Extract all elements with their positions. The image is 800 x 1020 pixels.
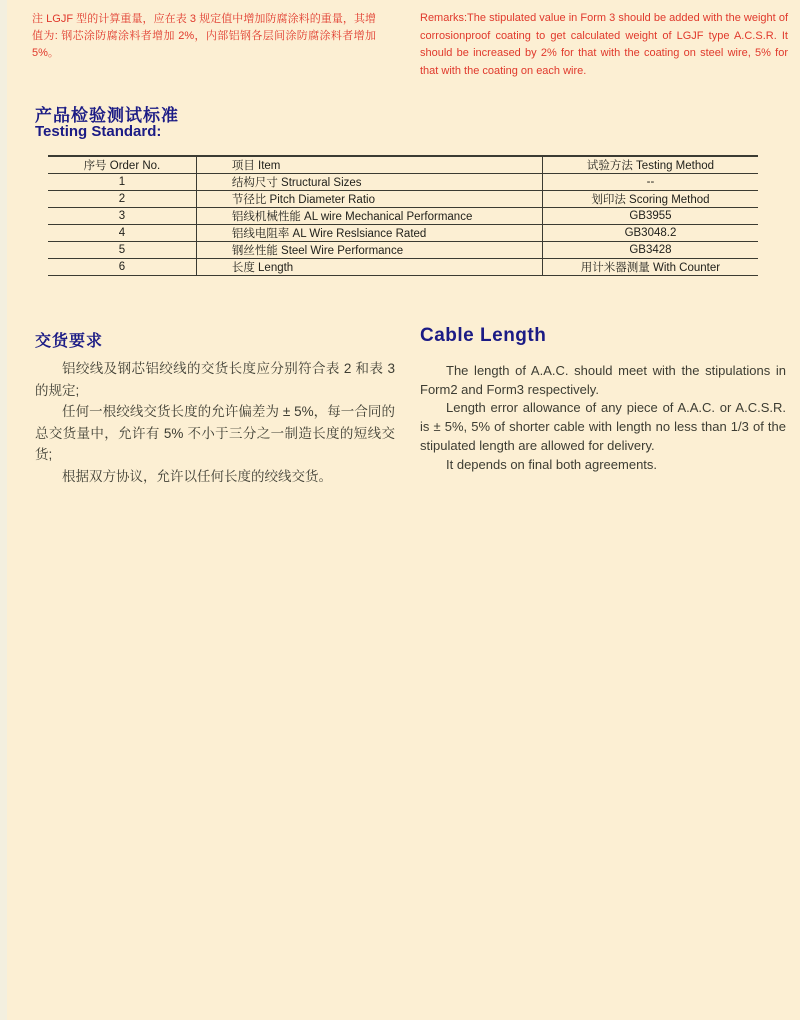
- cell-order: 5: [48, 242, 196, 259]
- cell-item: 长度 Length: [196, 259, 542, 276]
- cell-order: 4: [48, 225, 196, 242]
- cell-order: 6: [48, 259, 196, 276]
- table-row: [48, 259, 758, 276]
- cell-order: 3: [48, 208, 196, 225]
- cell-item: 节径比 Pitch Diameter Ratio: [196, 191, 542, 208]
- header-item: 项目 Item: [196, 156, 542, 174]
- table-row: [48, 225, 758, 242]
- cell-method: 划印法 Scoring Method: [542, 191, 758, 208]
- table-row: [48, 242, 758, 259]
- delivery-paragraph: 任何一根绞线交货长度的允许偏差为 ± 5%，每一合同的总交货量中，允许有 5% 不小于三分之一制造长度的短线交货;: [35, 404, 395, 462]
- delivery-requirements-body: [35, 358, 395, 487]
- table-row: [48, 174, 758, 191]
- cell-method: 用计米器测量 With Counter: [542, 259, 758, 276]
- cable-length-body: [420, 362, 786, 474]
- table-header-row: [48, 156, 758, 174]
- cell-method: GB3955: [542, 208, 758, 225]
- testing-standard-title-en: Testing Standard:: [35, 123, 162, 140]
- cable-length-title: Cable Length: [420, 325, 547, 346]
- testing-standard-title-zh: 产品检验测试标准: [35, 106, 179, 125]
- cell-method: GB3428: [542, 242, 758, 259]
- page-edge-strip: [0, 0, 7, 1020]
- remark-note-zh: 注 LGJF 型的计算重量，应在表 3 规定值中增加防腐涂料的重量，其增值为: 钢芯涂防腐涂料者增加 2%，内部铝钢各层间涂防腐涂料者增加 5%。: [32, 13, 376, 59]
- delivery-requirements-title: 交货要求: [35, 333, 104, 350]
- cell-item: 结构尺寸 Structural Sizes: [196, 174, 542, 191]
- header-order-no: 序号 Order No.: [48, 156, 196, 174]
- cell-method: GB3048.2: [542, 225, 758, 242]
- table-row: [48, 191, 758, 208]
- cell-order: 2: [48, 191, 196, 208]
- cell-item: 铝线机械性能 AL wire Mechanical Performance: [196, 208, 542, 225]
- remark-note-en: Remarks:The stipulated value in Form 3 should be added with the weight of corrosionproof coating to get calculated weight of LGJF type A.C.S.R. It should be increased by 2% for that with the coating on steel wire, 5% for that with the coating on each wire.: [420, 12, 788, 77]
- cell-item: 铝线电阻率 AL Wire Reslsiance Rated: [196, 225, 542, 242]
- table-row: [48, 208, 758, 225]
- cell-method: --: [542, 174, 758, 191]
- cable-length-paragraph: It depends on final both agreements.: [446, 456, 658, 472]
- cell-item: 钢丝性能 Steel Wire Performance: [196, 242, 542, 259]
- header-testing-method: 试验方法 Testing Method: [542, 156, 758, 174]
- cable-length-paragraph: The length of A.A.C. should meet with the stipulations in Form2 and Form3 respectively.: [420, 363, 786, 397]
- delivery-paragraph: 铝绞线及钢芯铝绞线的交货长度应分别符合表 2 和表 3 的规定;: [35, 361, 395, 398]
- testing-standard-table: [48, 155, 758, 276]
- delivery-paragraph: 根据双方协议，允许以任何长度的绞线交货。: [62, 468, 332, 484]
- cable-length-paragraph: Length error allowance of any piece of A.A.C. or A.C.S.R. is ± 5%, 5% of shorter cable with length no less than 1/3 of the stipulated length are allowed for delivery.: [420, 400, 786, 453]
- cell-order: 1: [48, 174, 196, 191]
